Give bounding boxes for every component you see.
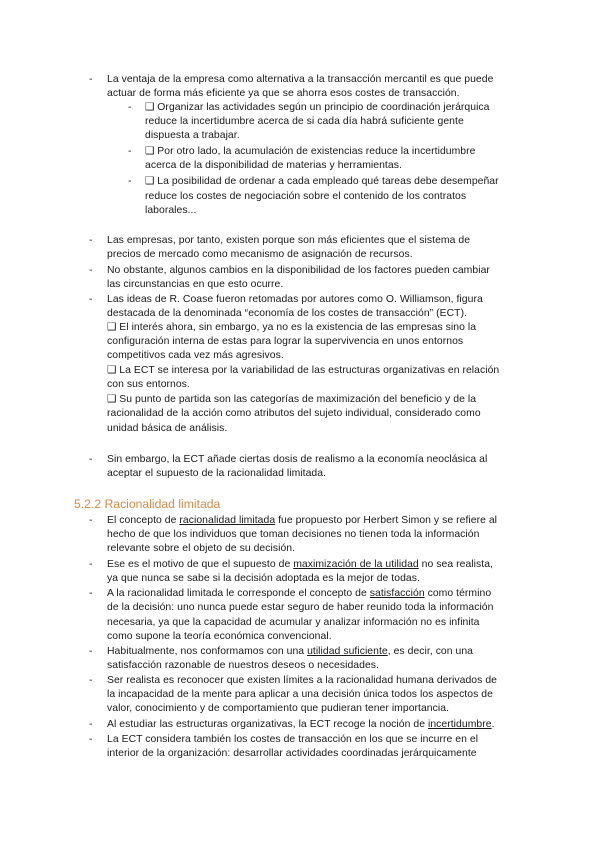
- paragraph-line: Las ideas de R. Coase fueron retomadas por autores como O. Williamson, figura: [107, 294, 483, 305]
- paragraph-line: precios de mercado como mecanismo de asignación de recursos.: [107, 249, 413, 260]
- paragraph-line: hecho de que los individuos que toman decisiones no tienen toda la información: [107, 529, 480, 540]
- paragraph-line: interior de la organización: desarrollar actividades coordinadas jerárquicamente: [107, 748, 477, 759]
- bullet-dash: -: [89, 74, 93, 85]
- paragraph-line: satisfacción razonable de nuestros deseos o necesidades.: [107, 660, 379, 671]
- bullet-dash: -: [89, 235, 93, 246]
- paragraph-line: actuar de forma más eficiente ya que se ahorra esos costes de transacción.: [107, 88, 460, 99]
- paragraph-line: como supone la teoría económica convencional.: [107, 631, 332, 642]
- key-term: satisfacción: [369, 588, 425, 599]
- bullet-dash: -: [89, 559, 93, 570]
- paragraph-line: relevante sobre el objeto de su decisión.: [107, 543, 296, 554]
- paragraph-line: Sin embargo, la ECT añade ciertas dosis de realismo a la economía neoclásica al: [107, 454, 488, 465]
- paragraph-line: las circunstancias en que esto ocurre.: [107, 279, 284, 290]
- paragraph-line: de la decisión: uno nunca puede estar seguro de haber reunido toda la información: [107, 602, 494, 613]
- paragraph-line: No obstante, algunos cambios en la disponibilidad de los factores pueden cambiar: [107, 265, 490, 276]
- paragraph-line: competitivos cada vez más agresivos.: [107, 350, 284, 361]
- paragraph-line: Ese es el motivo de que el supuesto de maximización de la utilidad no sea realista,: [107, 559, 493, 570]
- bullet-dash: -: [89, 588, 93, 599]
- bullet-dash: -: [128, 176, 132, 187]
- paragraph-line: ❑ Su punto de partida son las categorías de maximización del beneficio y de la: [107, 394, 477, 405]
- paragraph-line: La ECT considera también los costes de transacción en los que se incurre en el: [107, 734, 479, 745]
- key-term: incertidumbre: [427, 719, 492, 730]
- paragraph-line: Ser realista es reconocer que existen límites a la racionalidad humana derivados de: [107, 675, 497, 686]
- paragraph-line: ❑ La ECT se interesa por la variabilidad de las estructuras organizativas en relación: [107, 365, 500, 376]
- paragraph-line: configuración interna de estas para lograr la supervivencia en unos entornos: [107, 336, 464, 347]
- bullet-dash: -: [89, 646, 93, 657]
- subitem-line: ❑ Por otro lado, la acumulación de existencias reduce la incertidumbre: [145, 146, 476, 157]
- bullet-dash: -: [89, 515, 93, 526]
- subitem-line: reduce la incertidumbre acerca de si cada día habrá suficiente gente: [145, 116, 464, 127]
- bullet-dash: -: [89, 719, 93, 730]
- key-term: maximización de la utilidad: [293, 559, 419, 570]
- subitem-line: dispuesta a trabajar.: [145, 130, 240, 141]
- bullet-dash: -: [128, 146, 132, 157]
- paragraph-line: destacada de la denominada “economía de los costes de transacción” (ECT).: [107, 308, 468, 319]
- paragraph-line: Las empresas, por tanto, existen porque son más eficientes que el sistema de: [107, 235, 471, 246]
- subitem-line: acerca de la disponibilidad de materias y herramientas.: [145, 160, 402, 171]
- paragraph-line: A la racionalidad limitada le corresponde el concepto de satisfacción como término: [107, 588, 492, 599]
- subitem-line: laborales...: [145, 205, 197, 216]
- bullet-dash: -: [89, 454, 93, 465]
- paragraph-line: con sus entornos.: [107, 379, 190, 390]
- subitem-line: reduce los costes de negociación sobre el contenido de los contratos: [145, 191, 467, 202]
- paragraph-line: necesaria, ya que la capacidad de acumular y analizar información no es infinita: [107, 617, 480, 628]
- key-term: racionalidad limitada: [179, 515, 276, 526]
- bullet-dash: -: [89, 734, 93, 745]
- paragraph-line: unidad básica de análisis.: [107, 423, 228, 434]
- bullet-dash: -: [89, 265, 93, 276]
- paragraph-line: La ventaja de la empresa como alternativa a la transacción mercantil es que puede: [107, 74, 494, 85]
- section-heading: 5.2.2 Racionalidad limitada: [74, 497, 221, 511]
- subitem-line: ❑ La posibilidad de ordenar a cada empleado qué tareas debe desempeñar: [145, 176, 499, 187]
- paragraph-line: Habitualmente, nos conformamos con una utilidad suficiente, es decir, con una: [107, 646, 474, 657]
- paragraph-line: la incapacidad de la mente para aplicar a una decisión única todos los aspectos de: [107, 689, 493, 700]
- paragraph-line: aceptar el supuesto de la racionalidad limitada.: [107, 468, 327, 479]
- bullet-dash: -: [89, 294, 93, 305]
- paragraph-line: ya que nunca se sabe si la decisión adoptada es la mejor de todas.: [107, 573, 420, 584]
- paragraph-line: Al estudiar las estructuras organizativas, la ECT recoge la noción de incertidumbre.: [107, 719, 495, 730]
- paragraph-line: valor, conocimiento y de comportamiento que pudieran tener importancia.: [107, 703, 450, 714]
- bullet-dash: -: [128, 102, 132, 113]
- bullet-dash: -: [89, 675, 93, 686]
- subitem-line: ❑ Organizar las actividades según un principio de coordinación jerárquica: [145, 102, 490, 113]
- paragraph-line: ❑ El interés ahora, sin embargo, ya no es la existencia de las empresas sino la: [107, 322, 477, 333]
- paragraph-line: racionalidad de la acción como atributos del sujeto individual, considerado como: [107, 408, 481, 419]
- paragraph-line: El concepto de racionalidad limitada fue propuesto por Herbert Simon y se refiere al: [107, 515, 498, 526]
- key-term: utilidad suficiente: [307, 646, 388, 657]
